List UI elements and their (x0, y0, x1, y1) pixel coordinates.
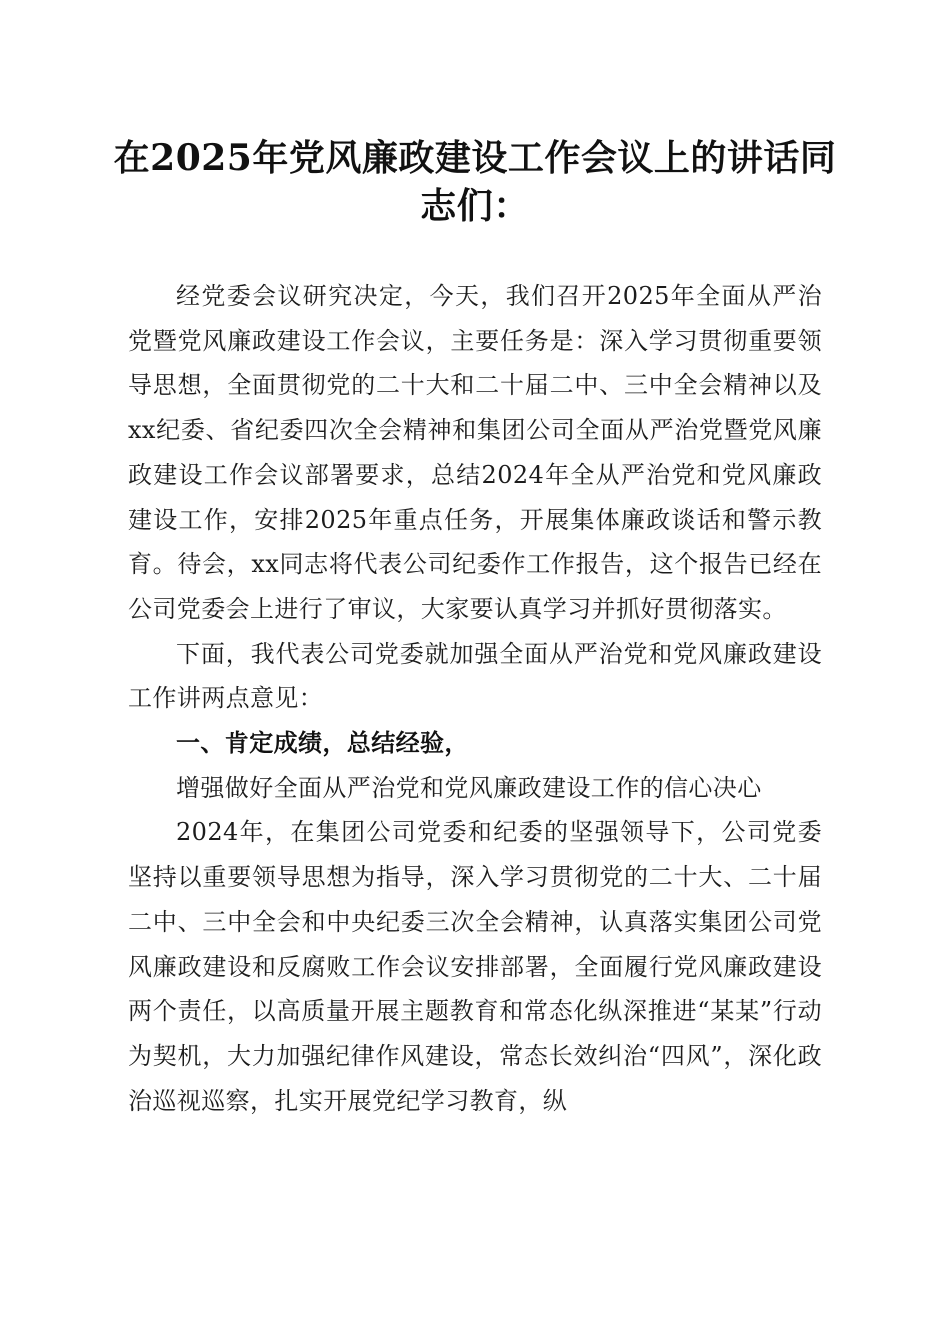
document-title: 在2025年党风廉政建设工作会议上的讲话同志们： (113, 137, 837, 227)
document-body (128, 274, 822, 1123)
paragraph-opening: 经党委会议研究决定，今天，我们召开2025年全面从严治党暨党风廉政建设工作会议，主要任务是：深入学习贯彻重要领导思想，全面贯彻党的二十大和二十届二中、三中全会精神以及xx纪委、省纪委四次全会精神和集团公司全面从严治党暨党风廉政建设工作会议部署要求，总结2024年全从严治党和党风廉政建设工作，安排2025年重点任务，开展集体廉政谈话和警示教育。待会，xx同志将代表公司纪委作工作报告，这个报告已经在公司党委会上进行了审议，大家要认真学习并抓好贯彻落实。 (128, 282, 822, 623)
paragraph-2024-summary: 2024年，在集团公司党委和纪委的坚强领导下，公司党委坚持以重要领导思想为指导，深入学习贯彻党的二十大、二十届二中、三中全会和中央纪委三次全会精神，认真落实集团公司党风廉政建设和反腐败工作会议安排部署，全面履行党风廉政建设两个责任，以高质量开展主题教育和常态化纵深推进“某某”行动为契机，大力加强纪律作风建设，常态长效纠治“四风”，深化政治巡视巡察，扎实开展党纪学习教育，纵 (128, 818, 822, 1115)
paragraph-intro-points: 下面，我代表公司党委就加强全面从严治党和党风廉政建设工作讲两点意见： (128, 639, 822, 713)
paragraph-section-subtitle: 增强做好全面从严治党和党风廉政建设工作的信心决心 (176, 773, 762, 802)
section-heading-one: 一、肯定成绩，总结经验， (176, 729, 469, 758)
